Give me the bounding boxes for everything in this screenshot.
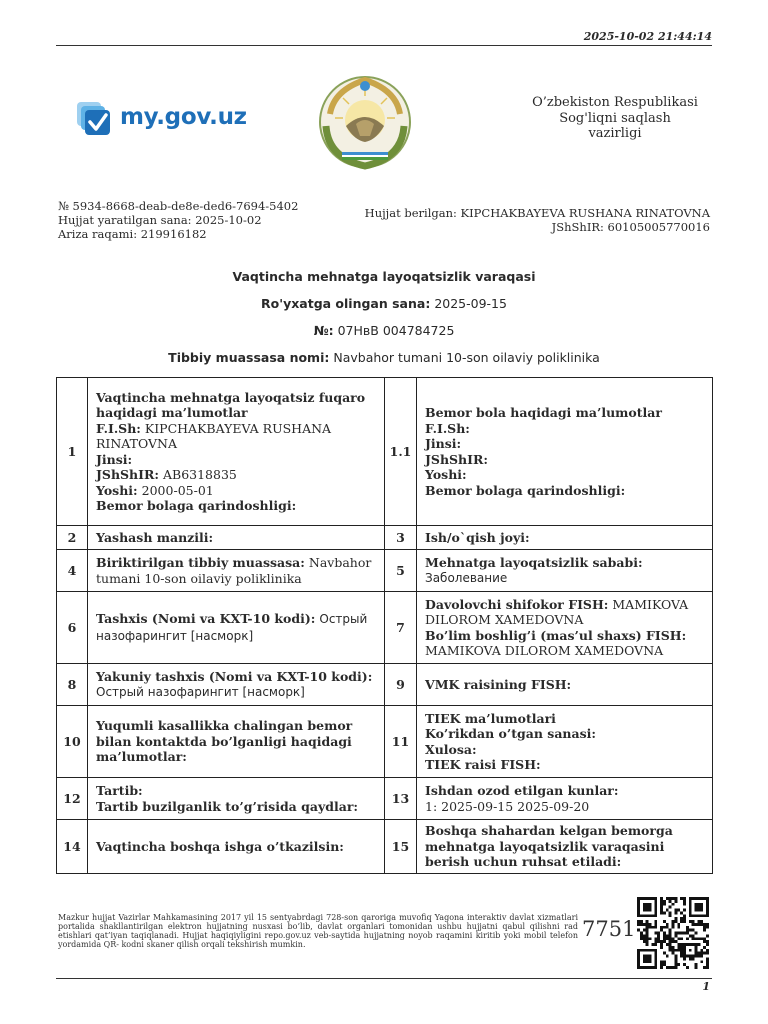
other-city-permission-label: Boshqa shahardan kelgan bemorga mehnatga layoqatsizlik varaqasini berish uchun ruhsat etiladi: [425,823,673,870]
tiek-exam-date-label: Ko’rikdan o’tgan sanasi: [425,726,597,741]
doctor-cell [417,592,713,664]
child-fish-label: F.I.Sh: [425,420,470,436]
table-row [57,592,713,664]
release-days-value: 1: 2025-09-15 2025-09-20 [425,798,590,814]
row-number: 9 [385,664,417,706]
table-row [57,706,713,778]
assigned-institution-cell [88,550,385,592]
other-city-permission-cell [417,820,713,874]
row-number: 4 [57,550,88,592]
document-meta [58,199,298,241]
institution-name [0,350,768,365]
patient-age-label: Yoshi: [96,482,138,498]
doctor-value: MAMIKOVA DILOROM XAMEDOVNA [425,596,689,627]
state-emblem-icon [316,74,414,170]
row-number: 3 [385,526,417,550]
release-days-cell [417,778,713,820]
child-gender-label: Jinsi: [425,436,462,451]
row-number: 5 [385,550,417,592]
regime-violation-label: Tartib buzilganlik to’g’risida qaydlar: [96,798,359,814]
final-diagnosis-cell [88,664,385,706]
sheet-number [0,323,768,338]
row-number: 1 [57,378,88,526]
row-number: 14 [57,820,88,874]
regime-label: Tartib: [96,783,143,798]
recipient-pin: JShShIR: 60105005770016 [551,220,710,234]
row-number: 7 [385,592,417,664]
doctor-label: Davolovchi shifokor FISH: [425,596,609,612]
ministry-line-2: Sog'liqni saqlash [559,110,671,126]
tiek-chair-label: TIEK raisi FISH: [425,757,541,772]
row-number: 2 [57,526,88,550]
patient-gender-label: Jinsi: [96,451,133,467]
department-head-value: MAMIKOVA DILOROM XAMEDOVNA [425,643,664,658]
release-days-label: Ishdan ozod etilgan kunlar: [425,783,619,798]
diagnosis-value: Острый назофарингит [насморк] [96,612,368,643]
registration-date-value: 2025-09-15 [434,296,507,311]
application-number: Ariza raqami: 219916182 [58,227,207,241]
patient-relation-label: Bemor bolaga qarindoshligi: [96,498,297,513]
transfer-label: Vaqtincha boshqa ishga o’tkazilsin: [96,838,344,854]
top-divider [56,45,712,46]
incapacity-reason-label: Mehnatga layoqatsizlik sababi: [425,555,643,570]
patient-fish-label: F.I.Sh: [96,420,141,436]
table-row [57,778,713,820]
document-timestamp: 2025-10-02 21:44:14 [583,30,712,43]
child-info-cell [417,378,713,526]
registration-date-label: Ro'yxatga olingan sana: [261,296,431,311]
patient-age-value: 2000-05-01 [141,482,214,498]
tiek-cell [417,706,713,778]
child-relation-label: Bemor bolaga qarindoshligi: [425,482,626,498]
assigned-institution-value: Navbahor tumani 10-son oilaviy poliklinika [96,555,372,586]
workplace-cell [417,526,713,550]
transfer-cell [88,820,385,874]
tiek-conclusion-label: Xulosa: [425,741,477,757]
table-row [57,664,713,706]
diagnosis-cell [88,592,385,664]
mygov-logo-text: my.gov.uz [120,104,247,130]
verification-code: 7751 [582,917,636,941]
child-pin-label: JShShIR: [425,451,488,467]
contact-info-cell [88,706,385,778]
row-number: 13 [385,778,417,820]
row-number: 6 [57,592,88,664]
bottom-divider [56,978,712,979]
ministry-line-3: vazirligi [588,126,642,141]
child-info-title: Bemor bola haqidagi ma’lumotlar [425,405,662,420]
sheet-number-label: №: [313,323,334,338]
patient-pin-value: AB6318835 [162,467,237,482]
department-head-label: Bo’lim boshlig’i (mas’ul shaxs) FISH: [425,627,687,643]
row-number: 8 [57,664,88,706]
row-number: 12 [57,778,88,820]
incapacity-reason-value: Заболевание [425,570,508,585]
regime-cell [88,778,385,820]
document-title: Vaqtincha mehnatga layoqatsizlik varaqasi [232,269,536,284]
sheet-number-value: 07НвВ 004784725 [337,323,455,338]
incapacity-reason-cell [417,550,713,592]
page-number: 1 [702,980,710,993]
row-number: 15 [385,820,417,874]
table-row [57,550,713,592]
vmk-chair-label: VMK raisining FISH: [425,676,572,692]
tiek-title: TIEK ma’lumotlari [425,710,556,726]
legal-footnote: Mazkur hujjat Vazirlar Mahkamasining 2017 yil 15 sentyabrdagi 728-son qaroriga muvofiq Yagona interaktiv davlat xizmatlari portalida shakllantirilgan elektron hujjatning nusxasi bo’lib, davlat organlari tomonidan ushbu hujjatni qabul qilishni rad etishlari qat’iyan taqiqlanadi. Hujjat haqiqiyligini repo.gov.uz veb-saytida hujjatning noyob raqamini kiritib yoki mobil telefon yordamida QR- kodni skaner qilish orqali tekshirish mumkin. [58,913,578,949]
final-diagnosis-value: Острый назофарингит [насморк] [96,684,305,699]
address-label: Yashash manzili: [96,529,214,545]
child-age-label: Yoshi: [425,467,467,482]
contact-info-label: Yuqumli kasallikka chalingan bemor bilan kontaktda bo’lganligi haqidagi ma’lumotlar: [96,718,353,765]
ministry-name [490,95,740,142]
patient-info-cell [88,378,385,526]
diagnosis-label: Tashxis (Nomi va KXT-10 kodi): [96,611,316,626]
address-cell [88,526,385,550]
registration-date [0,296,768,311]
issued-to: Hujjat berilgan: KIPCHAKBAYEVA RUSHANA RINATOVNA [364,206,710,220]
sick-leave-table [56,377,713,874]
document-created-date: Hujjat yaratilgan sana: 2025-10-02 [58,213,262,227]
assigned-institution-label: Biriktirilgan tibbiy muassasa: [96,555,305,570]
vmk-chair-cell [417,664,713,706]
table-row [57,820,713,874]
table-row [57,526,713,550]
institution-label: Tibbiy muassasa nomi: [168,350,330,365]
ministry-line-1: O’zbekiston Respublikasi [532,95,698,110]
row-number: 11 [385,706,417,778]
qr-code-icon[interactable] [635,897,711,969]
patient-info-title: Vaqtincha mehnatga layoqatsiz fuqaro haqidagi ma’lumotlar [96,389,366,420]
row-number: 10 [57,706,88,778]
table-row [57,378,713,526]
workplace-label: Ish/o`qish joyi: [425,529,530,545]
recipient-meta [365,206,710,234]
row-number: 1.1 [385,378,417,526]
patient-fish-value: KIPCHAKBAYEVA RUSHANA RINATOVNA [96,420,332,451]
final-diagnosis-label: Yakuniy tashxis (Nomi va KXT-10 kodi): [96,669,373,684]
document-number: № 5934-8668-deab-de8e-ded6-7694-5402 [58,199,299,213]
institution-value: Navbahor tumani 10-son oilaviy poliklinika [333,350,600,365]
patient-pin-label: JShShIR: [96,467,159,482]
